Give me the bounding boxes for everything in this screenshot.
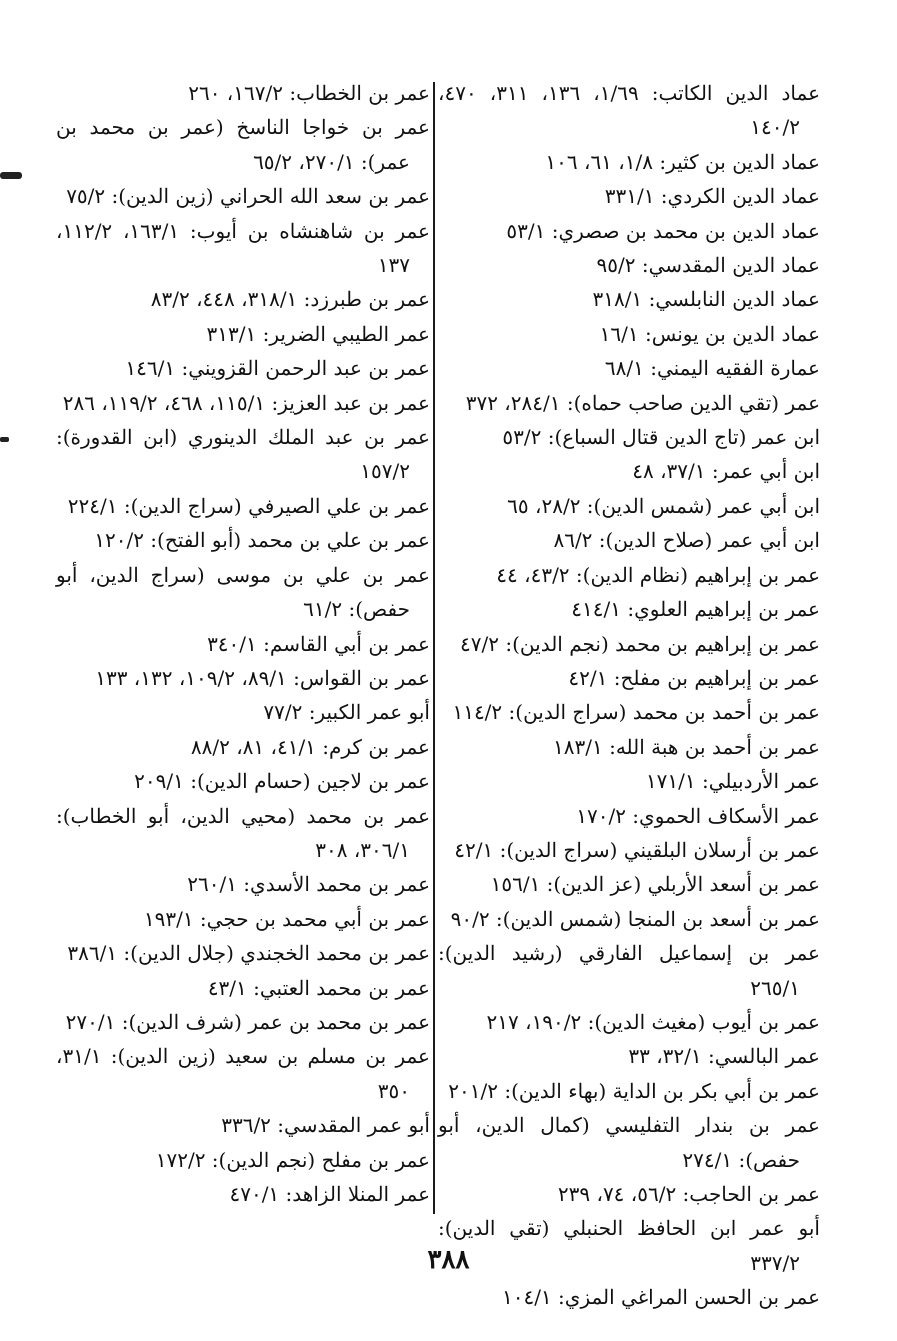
index-entry: عمر بن أحمد بن محمد (سراج الدين): ١١٤/٢ bbox=[452, 700, 820, 725]
index-entry: عمر الطيبي الضرير: ٣١٣/١ bbox=[206, 321, 430, 346]
index-entry: عمر بن إبراهيم (نظام الدين): ٤٣/٢، ٤٤ bbox=[496, 562, 820, 587]
index-column-left bbox=[56, 76, 430, 1211]
index-entry: عمر بن الحسن المراغي المزي: ١٠٤/١ bbox=[501, 1285, 820, 1310]
index-entry: عمر بن علي الصيرفي (سراج الدين): ٢٢٤/١ bbox=[67, 493, 430, 518]
index-entry: عمر بن محمد بن عمر (شرف الدين): ٢٧٠/١ bbox=[65, 1009, 430, 1034]
index-entry: عماد الدين بن يونس: ١٦/١ bbox=[599, 321, 820, 346]
index-entry: عماد الدين بن كثير: ١/٨، ٦١، ١٠٦ bbox=[545, 149, 820, 174]
index-entry: عمر بن أسعد الأربلي (عز الدين): ١٥٦/١ bbox=[490, 872, 820, 897]
index-column-right bbox=[438, 76, 820, 1315]
index-entry: عمر بن خواجا الناسخ (عمر بن محمد بن عمر): ٢٧٠/١، ٦٥/٢ bbox=[56, 115, 430, 174]
index-entry: عمر (تقي الدين صاحب حماه): ٢٨٤/١، ٣٧٢ bbox=[465, 390, 820, 415]
index-entry: عمر بن أسعد بن المنجا (شمس الدين): ٩٠/٢ bbox=[450, 906, 820, 931]
index-entry: عمر بن مسلم بن سعيد (زين الدين): ٣١/١، ٣٥٠ bbox=[56, 1044, 430, 1103]
index-entry: أبو عمر المقدسي: ٣٣٦/٢ bbox=[221, 1113, 430, 1138]
index-entry: عمر بن علي بن محمد (أبو الفتح): ١٢٠/٢ bbox=[94, 528, 430, 553]
index-entry: عماد الدين الكردي: ٣٣١/١ bbox=[604, 184, 820, 209]
index-entry: عمر بن عبد الملك الدينوري (ابن القدورة): ١٥٧/٢ bbox=[56, 425, 430, 484]
index-entry: عمر بن عبد الرحمن القزويني: ١٤٦/١ bbox=[125, 356, 430, 381]
index-entry: عمر بن إسماعيل الفارقي (رشيد الدين): ٢٦٥/١ bbox=[438, 941, 820, 1000]
index-entry: عمر بن محمد الأسدي: ٢٦٠/١ bbox=[187, 872, 430, 897]
index-entry: أبو عمر الكبير: ٧٧/٢ bbox=[263, 700, 430, 725]
index-entry: عمر بن سعد الله الحراني (زين الدين): ٧٥/٢ bbox=[66, 184, 430, 209]
index-entry: عمر البالسي: ٣٢/١، ٣٣ bbox=[628, 1044, 820, 1069]
index-entry: عمر المنلا الزاهد: ٤٧٠/١ bbox=[229, 1182, 430, 1206]
index-entry: عمر بن مفلح (نجم الدين): ١٧٢/٢ bbox=[155, 1147, 430, 1172]
index-entry: ابن أبي عمر (شمس الدين): ٢٨/٢، ٦٥ bbox=[507, 493, 820, 518]
page-number: ٣٨٨ bbox=[427, 1245, 470, 1275]
index-entry: عماد الدين النابلسي: ٣١٨/١ bbox=[592, 287, 820, 312]
index-entry: عماد الدين المقدسي: ٩٥/٢ bbox=[596, 253, 820, 278]
index-entry: عمر بن كرم: ٤١/١، ٨١، ٨٨/٢ bbox=[190, 734, 430, 759]
index-entry: عمر بن أحمد بن هبة الله: ١٨٣/١ bbox=[553, 734, 820, 759]
index-entry: عمر بن إبراهيم العلوي: ٤١٤/١ bbox=[571, 597, 820, 622]
index-entry: عمر بن لاجين (حسام الدين): ٢٠٩/١ bbox=[134, 769, 430, 794]
index-entry: عمر بن أبي محمد بن حجي: ١٩٣/١ bbox=[143, 906, 430, 931]
index-entry: عمر بن طبرزد: ٣١٨/١، ٤٤٨، ٨٣/٢ bbox=[150, 287, 430, 312]
index-entry: عمر بن محمد العتبي: ٤٣/١ bbox=[207, 975, 430, 1000]
index-entry: عمر بن أبي القاسم: ٣٤٠/١ bbox=[207, 631, 430, 656]
column-divider bbox=[433, 82, 435, 1214]
scan-artifact bbox=[0, 437, 9, 442]
index-entry: عمر الأردبيلي: ١٧١/١ bbox=[645, 769, 820, 794]
index-entry: عمر بن محمد (محيي الدين، أبو الخطاب): ٣٠٦/١، ٣٠٨ bbox=[56, 803, 430, 862]
index-entry: عمر بن القواس: ٨٩/١، ١٠٩/٢، ١٣٢، ١٣٣ bbox=[95, 665, 430, 690]
index-entry: أبو عمر ابن الحافظ الحنبلي (تقي الدين): ٣٣٧/٢ bbox=[438, 1216, 820, 1275]
index-entry: عمر الأسكاف الحموي: ١٧٠/٢ bbox=[576, 803, 820, 828]
index-entry: ابن عمر (تاج الدين قتال السباع): ٥٣/٢ bbox=[502, 425, 820, 450]
scan-artifact bbox=[0, 172, 22, 179]
index-entry: ابن أبي عمر: ٣٧/١، ٤٨ bbox=[632, 459, 820, 484]
index-entry: عمر بن الخطاب: ١٦٧/٢، ٢٦٠ bbox=[188, 81, 430, 105]
index-entry: عمر بن علي بن موسى (سراج الدين، أبو حفص): ٦١/٢ bbox=[56, 562, 430, 622]
index-entry: عمر بن محمد الخجندي (جلال الدين): ٣٨٦/١ bbox=[67, 941, 430, 966]
index-entry: عمر بن إبراهيم بن مفلح: ٤٢/١ bbox=[568, 665, 820, 690]
index-entry: عمارة الفقيه اليمني: ٦٨/١ bbox=[604, 356, 820, 381]
index-entry: عمر بن أبي بكر بن الداية (بهاء الدين): ٢٠١/٢ bbox=[448, 1078, 820, 1103]
index-entry: عمر بن أرسلان البلقيني (سراج الدين): ٤٢/١ bbox=[454, 837, 820, 862]
index-entry: عمر بن إبراهيم بن محمد (نجم الدين): ٤٧/٢ bbox=[460, 631, 820, 656]
index-entry: عمر بن أيوب (مغيث الدين): ١٩٠/٢، ٢١٧ bbox=[486, 1009, 820, 1034]
index-entry: عمر بن الحاجب: ٥٦/٢، ٧٤، ٢٣٩ bbox=[557, 1182, 820, 1206]
index-entry: عمر بن عبد العزيز: ١١٥/١، ٤٦٨، ١١٩/٢، ٢٨٦ bbox=[62, 390, 430, 415]
index-entry: عمر بن شاهنشاه بن أيوب: ١٦٣/١، ١١٢/٢، ١٣٧ bbox=[56, 218, 430, 278]
index-entry: عماد الدين بن محمد بن صصري: ٥٣/١ bbox=[506, 218, 820, 243]
index-entry: ابن أبي عمر (صلاح الدين): ٨٦/٢ bbox=[553, 528, 820, 553]
index-entry: عماد الدين الكاتب: ١/٦٩، ١٣٦، ٣١١، ٤٧٠، ١٤٠/٢ bbox=[438, 81, 821, 140]
index-entry: عمر بن بندار التفليسي (كمال الدين، أبو حفص): ٢٧٤/١ bbox=[438, 1113, 820, 1172]
